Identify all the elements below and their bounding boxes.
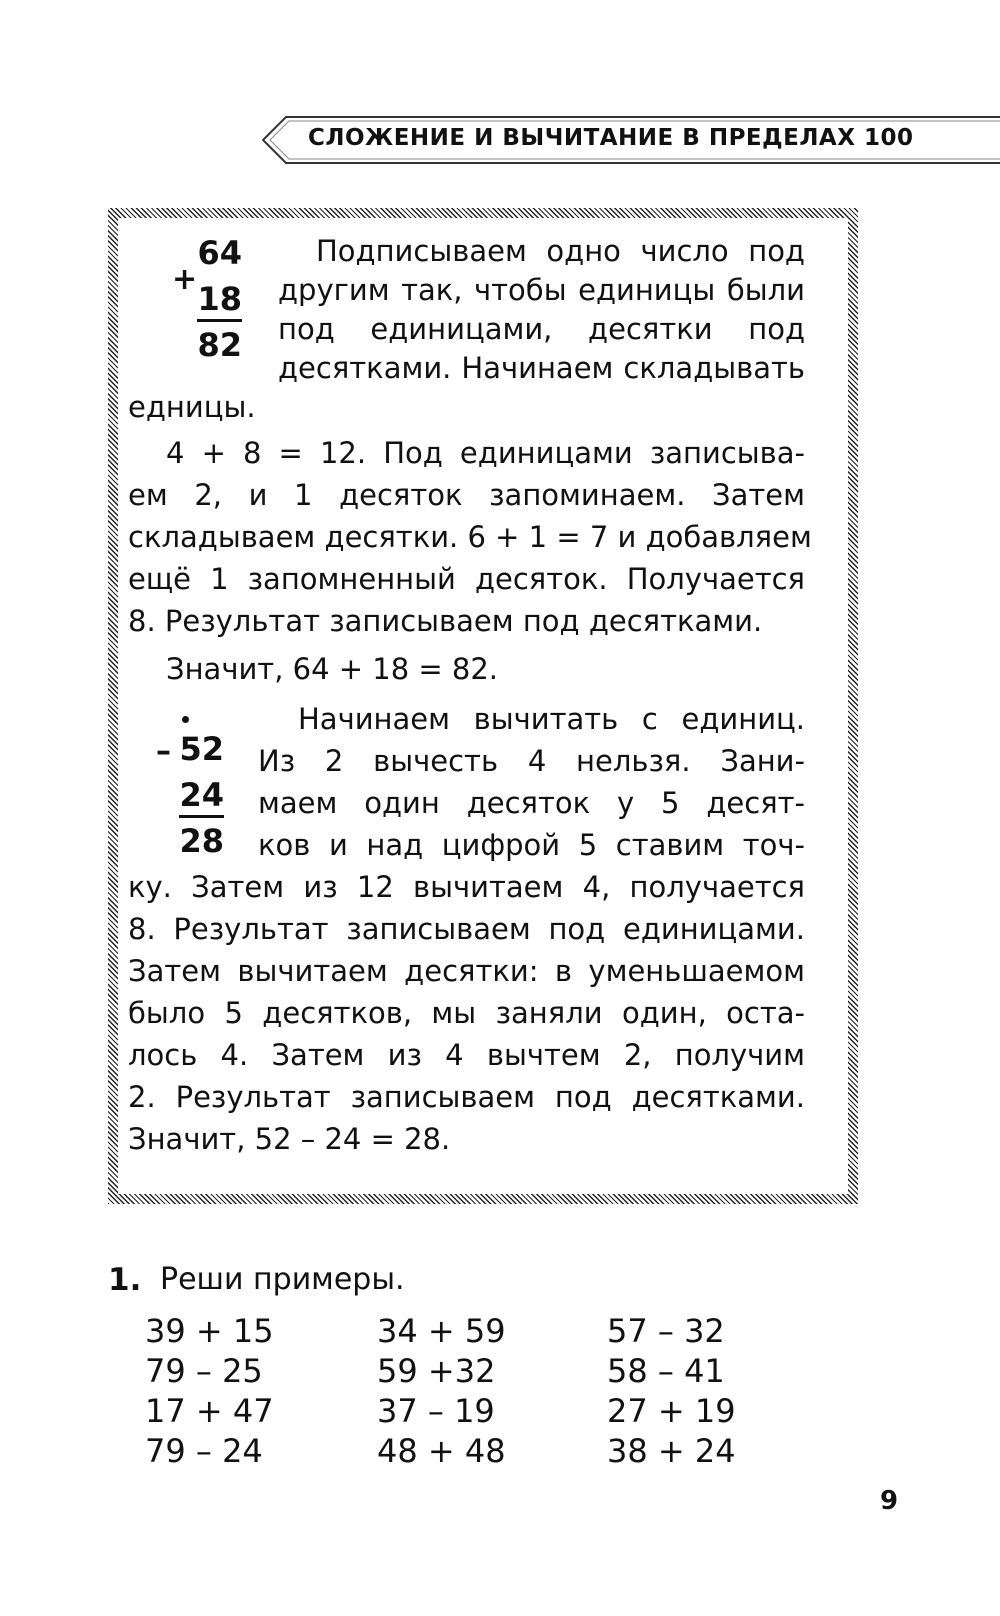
subtraction-column xyxy=(176,726,224,864)
addition-column xyxy=(194,230,242,368)
exercise-3-1: 57 – 32 xyxy=(607,1312,725,1350)
exercise-3-4: 38 + 24 xyxy=(607,1432,736,1470)
rule-line-10: 8. Результат записываем под десятками. xyxy=(128,604,763,638)
rule-line-5: едницы. xyxy=(128,390,256,424)
rule-line-14: маем один десяток у 5 десят- xyxy=(258,786,805,820)
header-title: СЛОЖЕНИЕ И ВЫЧИТАНИЕ В ПРЕДЕЛАХ 100 xyxy=(308,125,914,151)
subtrahend: 24 xyxy=(179,776,224,818)
difference-result: 28 xyxy=(179,822,224,860)
borrow-dot xyxy=(182,716,189,723)
rule-line-16: ку. Затем из 12 вычитаем 4, получается xyxy=(128,870,805,904)
rule-line-4: десятками. Начинаем складывать xyxy=(278,351,805,385)
rule-line-17: 8. Результат записываем под единицами. xyxy=(128,912,805,946)
sum-result: 82 xyxy=(197,326,242,364)
exercise-1-4: 79 – 24 xyxy=(145,1432,263,1470)
plus-sign: + xyxy=(172,262,198,297)
exercise-2-1: 34 + 59 xyxy=(377,1312,506,1350)
rule-line-9: ещё 1 запомненный десяток. Получается xyxy=(128,562,805,596)
rule-box xyxy=(108,208,858,1204)
addend-top: 64 xyxy=(197,234,242,272)
section-header xyxy=(262,116,1000,164)
rule-line-11: Значит, 64 + 18 = 82. xyxy=(166,652,499,686)
rule-line-21: 2. Результат записываем под десятками. xyxy=(128,1080,805,1114)
rule-line-20: лось 4. Затем из 4 вычтем 2, получим xyxy=(128,1038,805,1072)
exercise-1-1: 39 + 15 xyxy=(145,1312,274,1350)
addend-bottom: 18 xyxy=(197,280,242,322)
minuend: 52 xyxy=(179,730,224,768)
rule-line-12: Начинаем вычитать с единиц. xyxy=(298,702,805,736)
rule-line-3: под единицами, десятки под xyxy=(278,312,805,346)
exercise-1-2: 79 – 25 xyxy=(145,1352,263,1390)
minus-sign: – xyxy=(156,734,171,769)
rule-line-2: другим так, чтобы единицы были xyxy=(278,273,805,307)
exercise-1-3: 17 + 47 xyxy=(145,1392,274,1430)
rule-line-6: 4 + 8 = 12. Под единицами записыва- xyxy=(166,436,805,470)
exercise-3-2: 58 – 41 xyxy=(607,1352,725,1390)
exercise-2-3: 37 – 19 xyxy=(377,1392,495,1430)
rule-line-18: Затем вычитаем десятки: в уменьшаемом xyxy=(128,954,805,988)
rule-line-7: ем 2, и 1 десяток запоминаем. Затем xyxy=(128,478,805,512)
task-number: 1. xyxy=(108,1262,142,1298)
exercise-2-4: 48 + 48 xyxy=(377,1432,506,1470)
rule-line-22: Значит, 52 – 24 = 28. xyxy=(128,1122,451,1156)
rule-line-13: Из 2 вычесть 4 нельзя. Зани- xyxy=(258,744,805,778)
task-instruction: Реши примеры. xyxy=(160,1262,405,1297)
exercise-3-3: 27 + 19 xyxy=(607,1392,736,1430)
page-number: 9 xyxy=(880,1486,899,1516)
rule-line-1: Подписываем одно число под xyxy=(316,234,805,268)
rule-line-19: было 5 десятков, мы заняли один, оста- xyxy=(128,996,805,1030)
rule-line-15: ков и над цифрой 5 ставим точ- xyxy=(258,828,805,862)
rule-line-8: складываем десятки. 6 + 1 = 7 и добавляем xyxy=(128,520,812,554)
exercise-2-2: 59 +32 xyxy=(377,1352,496,1390)
